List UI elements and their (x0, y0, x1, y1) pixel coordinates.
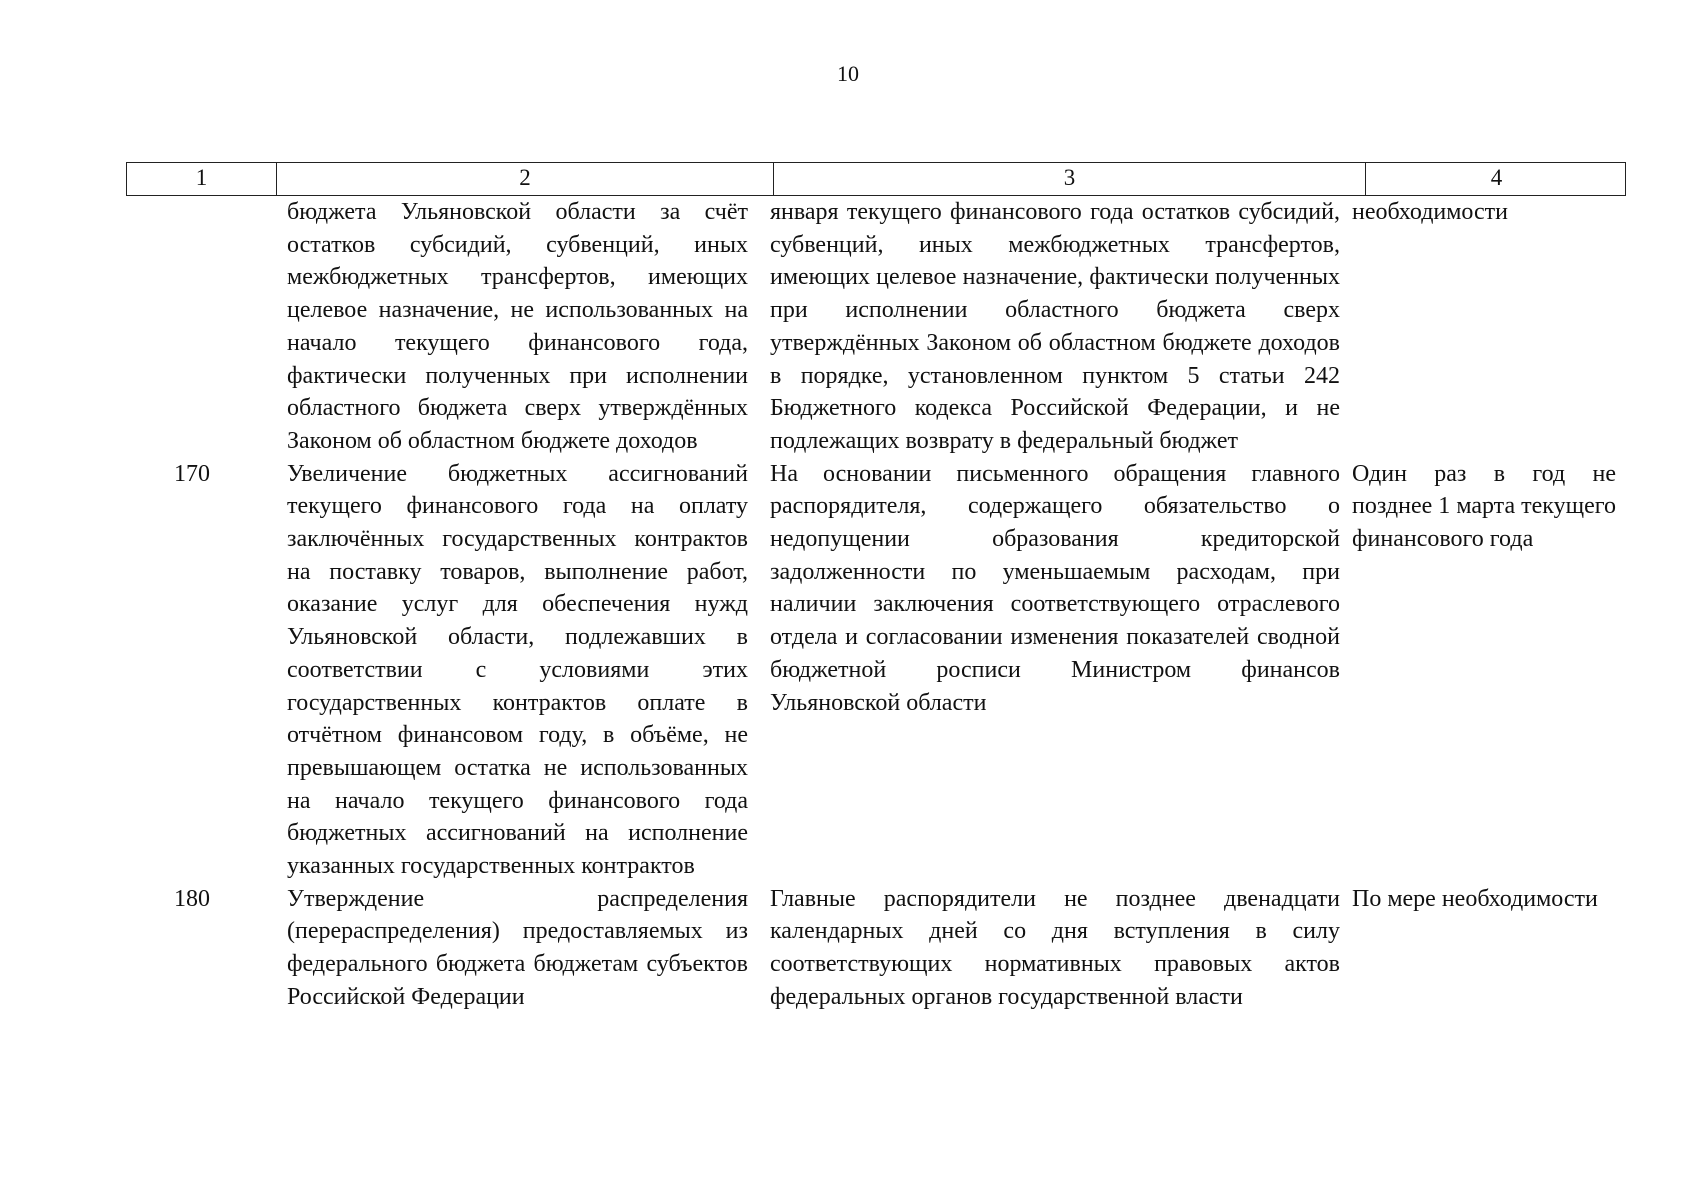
table-row (126, 458, 1626, 883)
header-col-4: 4 (1365, 163, 1627, 195)
row-action: Увеличение бюджетных ассигнований текущего финансового года на оплату заключённых государственных контрактов на поставку товаров, выполнение работ, оказание услуг для обеспечения нужд Ульяновской области, подлежавших в соответствии с условиями этих государственных контрактов оплате в отчётном финансовом году, в объёме, не превышающем остатка не использованных на начало текущего финансового года бюджетных ассигнований на исполнение указанных государственных контрактов (287, 460, 748, 880)
header-col-2: 2 (276, 163, 773, 195)
page-number: 10 (837, 61, 859, 86)
row-term: По мере необходимости (1352, 885, 1598, 912)
table-header (126, 162, 1626, 196)
row-term: необходимости (1352, 199, 1509, 225)
row-action: Утверждение распределения (перераспределения) предоставляемых из федерального бюджета бюджетам субъектов Российской Федерации (287, 885, 748, 1010)
row-number: 180 (174, 885, 210, 912)
header-col-3: 3 (773, 163, 1365, 195)
header-col-1: 1 (195, 165, 208, 190)
table-row (126, 196, 1626, 458)
table-row (126, 883, 1626, 1014)
row-basis: января текущего финансового года остатков субсидий, субвенций, иных межбюджетных трансфертов, имеющих целевое назначение, фактически полученных при исполнении областного бюджета сверх утверждённых Законом об областном бюджете доходов в порядке, установленном пунктом 5 статьи 242 Бюджетного кодекса Российской Федерации, и не подлежащих возврату в федеральный бюджет (770, 199, 1340, 454)
table-body (126, 196, 1626, 1014)
row-basis: На основании письменного обращения главного распорядителя, содержащего обязательство о недопущении образования кредиторской задолженности по уменьшаемым расходам, при наличии заключения соответствующего отраслевого отдела и согласовании изменения показателей сводной бюджетной росписи Министром финансов Ульяновской области (770, 460, 1340, 716)
row-term: Один раз в год не позднее 1 марта текущего финансового года (1352, 460, 1616, 553)
row-basis: Главные распорядители не позднее двенадцати календарных дней со дня вступления в силу соответствующих нормативных правовых актов федеральных органов государственной власти (770, 885, 1340, 1010)
row-number (126, 196, 275, 458)
row-action: бюджета Ульяновской области за счёт остатков субсидий, субвенций, иных межбюджетных трансфертов, имеющих целевое назначение, не использованных на начало текущего финансового года, фактически полученных при исполнении областного бюджета сверх утверждённых Законом об областном бюджете доходов (287, 199, 748, 454)
row-number: 170 (174, 460, 210, 487)
